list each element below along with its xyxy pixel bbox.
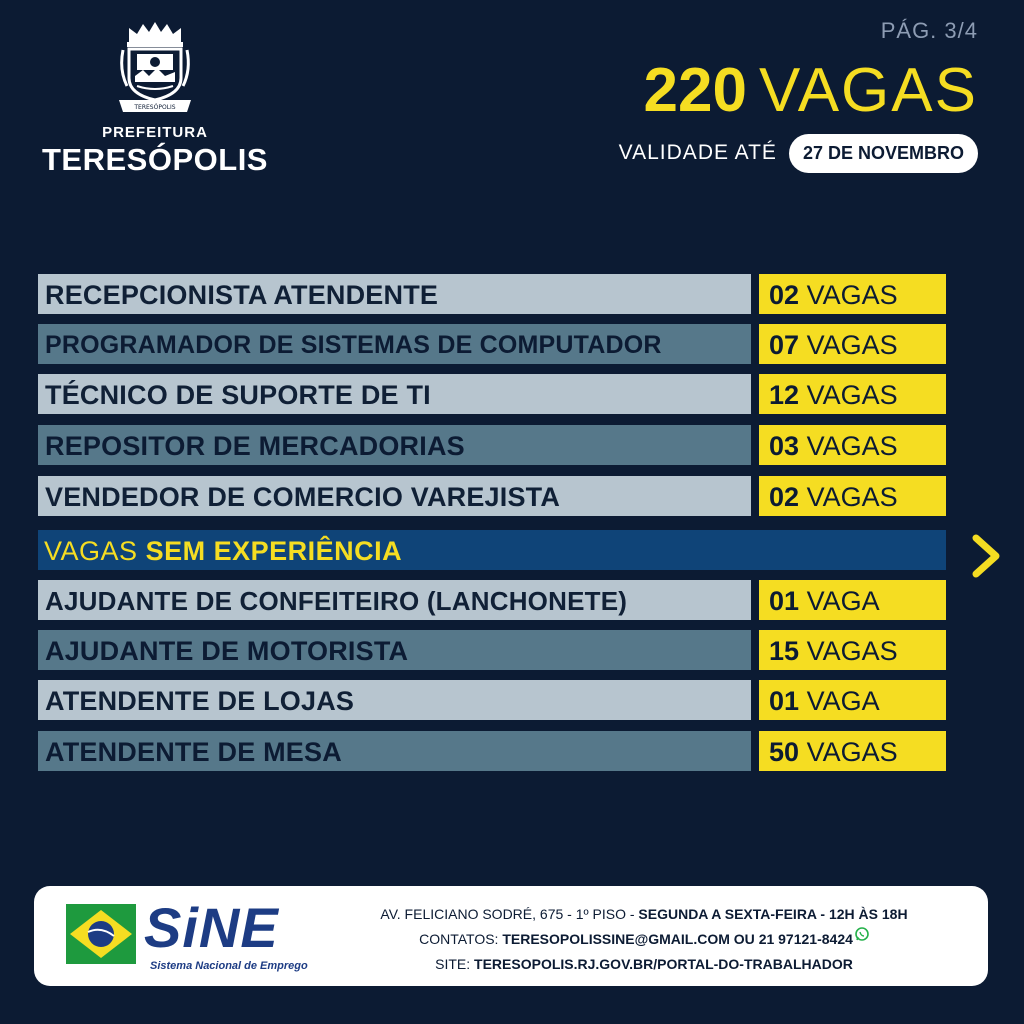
footer-contacts-label: CONTATOS: bbox=[419, 931, 503, 947]
job-qty: 02 bbox=[769, 482, 800, 512]
footer-hours: SEGUNDA A SEXTA-FEIRA - 12H ÀS 18H bbox=[638, 906, 908, 922]
job-title: ATENDENTE DE MESA bbox=[38, 731, 751, 771]
job-title: AJUDANTE DE CONFEITEIRO (LANCHONETE) bbox=[38, 580, 751, 620]
job-count bbox=[759, 680, 946, 720]
job-row bbox=[38, 580, 948, 620]
job-title: PROGRAMADOR DE SISTEMAS DE COMPUTADOR bbox=[38, 324, 751, 364]
job-row bbox=[38, 630, 948, 670]
job-row bbox=[38, 274, 948, 314]
footer-site-line bbox=[324, 952, 964, 977]
validity-date-badge: 27 DE NOVEMBRO bbox=[789, 134, 978, 173]
crest-text: TERESÓPOLIS bbox=[134, 104, 176, 111]
job-count bbox=[759, 425, 946, 465]
job-unit: VAGAS bbox=[806, 280, 898, 310]
footer-phone[interactable]: 21 97121-8424 bbox=[758, 931, 853, 947]
job-count bbox=[759, 274, 946, 314]
job-count bbox=[759, 731, 946, 771]
job-unit: VAGAS bbox=[806, 482, 898, 512]
job-qty: 03 bbox=[769, 431, 800, 461]
footer-info bbox=[324, 902, 964, 977]
job-row bbox=[38, 324, 948, 364]
job-unit: VAGAS bbox=[806, 636, 898, 666]
prefeitura-label: PREFEITURA bbox=[102, 124, 208, 141]
job-qty: 01 bbox=[769, 686, 800, 716]
job-unit: VAGAS bbox=[806, 737, 898, 767]
footer-address: AV. FELICIANO SODRÉ, 675 - 1º PISO - bbox=[380, 906, 639, 922]
city-crest-icon bbox=[117, 20, 193, 116]
job-qty: 15 bbox=[769, 636, 800, 666]
city-name: TERESÓPOLIS bbox=[42, 142, 268, 177]
chevron-right-icon[interactable] bbox=[966, 532, 1006, 580]
whatsapp-icon bbox=[855, 927, 869, 941]
job-title: REPOSITOR DE MERCADORIAS bbox=[38, 425, 751, 465]
job-row bbox=[38, 425, 948, 465]
job-count bbox=[759, 374, 946, 414]
job-title: TÉCNICO DE SUPORTE DE TI bbox=[38, 374, 751, 414]
job-count bbox=[759, 476, 946, 516]
job-row bbox=[38, 731, 948, 771]
job-row bbox=[38, 476, 948, 516]
job-qty: 12 bbox=[769, 380, 800, 410]
brazil-flag-icon bbox=[62, 898, 140, 970]
job-unit: VAGAS bbox=[806, 380, 898, 410]
job-count bbox=[759, 580, 946, 620]
vacancies-headline bbox=[644, 56, 979, 126]
footer-address-line bbox=[324, 902, 964, 927]
footer-or: OU bbox=[729, 931, 759, 947]
footer-card bbox=[34, 886, 988, 986]
validity bbox=[619, 133, 978, 173]
section-no-experience bbox=[38, 530, 946, 570]
footer-email[interactable]: TERESOPOLISSINE@GMAIL.COM bbox=[502, 931, 730, 947]
page-indicator: PÁG. 3/4 bbox=[880, 18, 978, 43]
section-prefix: VAGAS bbox=[44, 536, 138, 566]
sine-logo-text: SiNE bbox=[144, 896, 279, 959]
job-unit: VAGAS bbox=[806, 330, 898, 360]
prefeitura-logo bbox=[30, 20, 270, 180]
section-highlight: SEM EXPERIÊNCIA bbox=[145, 536, 403, 566]
validity-label: VALIDADE ATÉ bbox=[618, 141, 777, 164]
vacancies-number: 220 bbox=[643, 56, 747, 125]
footer-site[interactable]: TERESOPOLIS.RJ.GOV.BR/PORTAL-DO-TRABALHADOR bbox=[474, 956, 853, 972]
job-row bbox=[38, 374, 948, 414]
job-count bbox=[759, 324, 946, 364]
job-title: RECEPCIONISTA ATENDENTE bbox=[38, 274, 751, 314]
job-unit: VAGAS bbox=[806, 431, 898, 461]
job-title: ATENDENTE DE LOJAS bbox=[38, 680, 751, 720]
job-unit: VAGA bbox=[806, 686, 880, 716]
job-qty: 01 bbox=[769, 586, 800, 616]
job-qty: 07 bbox=[769, 330, 800, 360]
job-title: VENDEDOR DE COMERCIO VAREJISTA bbox=[38, 476, 751, 516]
job-qty: 50 bbox=[769, 737, 800, 767]
job-title: AJUDANTE DE MOTORISTA bbox=[38, 630, 751, 670]
footer-contacts-line bbox=[324, 927, 964, 952]
sine-subtitle: Sistema Nacional de Emprego bbox=[150, 960, 308, 972]
vacancies-word: VAGAS bbox=[758, 56, 978, 125]
footer-site-label: SITE: bbox=[435, 956, 475, 972]
job-unit: VAGA bbox=[806, 586, 880, 616]
job-qty: 02 bbox=[769, 280, 800, 310]
job-count bbox=[759, 630, 946, 670]
job-row bbox=[38, 680, 948, 720]
